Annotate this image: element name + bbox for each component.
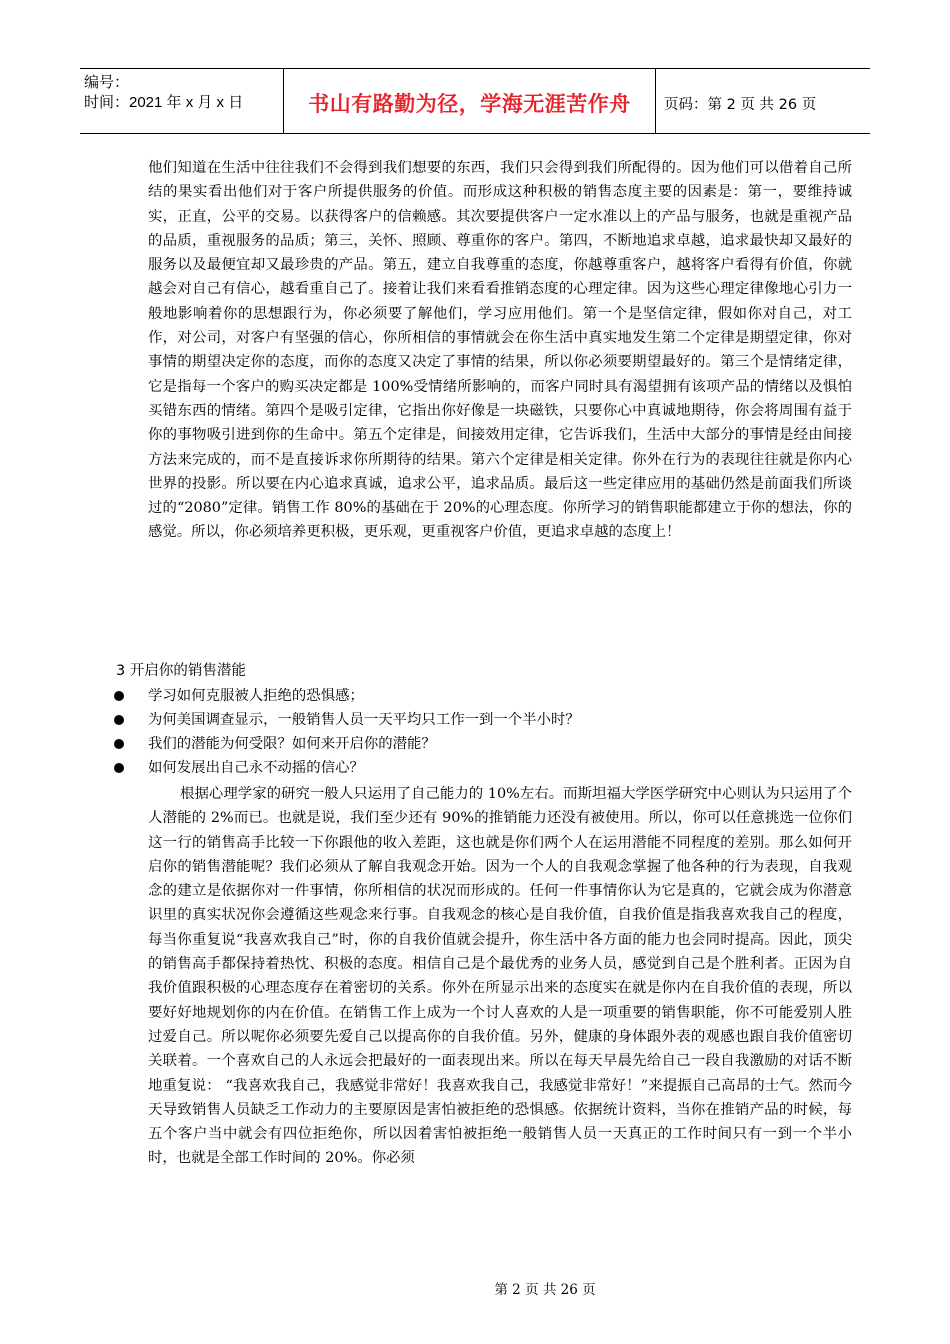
header-motto: 书山有路勤为径，学海无涯苦作舟 <box>284 69 656 133</box>
bullet-icon <box>114 763 124 773</box>
document-number-label: 编号： <box>84 74 130 91</box>
list-item <box>114 708 580 732</box>
list-item <box>114 684 580 708</box>
bullet-icon <box>114 739 124 749</box>
bullet-icon <box>114 715 124 725</box>
bullet-icon <box>114 691 124 701</box>
section-title: 3 开启你的销售潜能 <box>116 663 246 679</box>
list-item <box>114 756 580 780</box>
header-page-info: 页码：第 2 页 共 26 页 <box>664 96 817 113</box>
header-meta <box>80 69 284 133</box>
list-item-text: 我们的潜能为何受限？如何来开启你的潜能？ <box>148 736 436 752</box>
list-item-text: 为何美国调查显示，一般销售人员一天平均只工作一到一个半小时？ <box>148 712 580 728</box>
page-header <box>80 68 870 134</box>
page-footer: 第 2 页 共 26 页 <box>494 1282 596 1298</box>
body-paragraph-2: 根据心理学家的研究一般人只运用了自己能力的 10%左右。而斯坦福大学医学研究中心则认为只运用了个人潜能的 2%而已。也就是说，我们至少还有 90%的推销能力还没有被使用。所以，你可以任意挑选一位你们这一行的销售高手比较一下你跟他的收入差距，这也就是你们两个人在运用潜能不同程度的差别。那么如何开启你的销售潜能呢？我们必须从了解自我观念开始。因为一个人的自我观念掌握了他各种的行为表现，自我观念的建立是依据你对一件事情，你所相信的状况而形成的。任何一件事情你认为它是真的，它就会成为你潜意识里的真实状况你会遵循这些观念来行事。自我观念的核心是自我价值，自我价值是指我喜欢我自己的程度，每当你重复说“我喜欢我自己”时，你的自我价值就会提升，你生活中各方面的能力也会同时提高。因此，顶尖的销售高手都保持着热忱、积极的态度。相信自己是个最优秀的业务人员，感觉到自己是个胜利者。正因为自我价值跟积极的心理态度存在着密切的关系。你外在所显示出来的态度实在就是你内在自我价值的表现，所以要好好地规划你的内在价值。在销售工作上成为一个讨人喜欢的人是一项重要的销售职能，你不可能爱别人胜过爱自己。所以呢你必须要先爱自己以提高你的自我价值。另外，健康的身体跟外表的观感也跟自我价值密切关联着。一个喜欢自己的人永远会把最好的一面表现出来。所以在每天早晨先给自己一段自我激励的对话不断地重复说： “我喜欢我自己，我感觉非常好！我喜欢我自己，我感觉非常好！”来提振自己高昂的士气。然而今天导致销售人员缺乏工作动力的主要原因是害怕被拒绝的恐惧感。依据统计资料，当你在推销产品的时候，每五个客户当中就会有四位拒绝你，所以因着害怕被拒绝一般销售人员一天真正的工作时间只有一到一个半小时，也就是全部工作时间的 20%。你必须 <box>148 786 852 1167</box>
body-paragraph-1: 他们知道在生活中往往我们不会得到我们想要的东西，我们只会得到我们所配得的。因为他们可以借着自己所结的果实看出他们对于客户所提供服务的价值。而形成这种积极的销售态度主要的因素是：第一，要维持诚实，正直，公平的交易。以获得客户的信赖感。其次要提供客户一定水准以上的产品与服务，也就是重视产品的品质，重视服务的品质；第三，关怀、照顾、尊重你的客户。第四，不断地追求卓越，追求最快却又最好的服务以及最便宜却又最珍贵的产品。第五，建立自我尊重的态度，你越尊重客户，越将客户看得有价值，你就越会对自己有信心，越看重自己了。接着让我们来看看推销态度的心理定律。因为这些心理定律像地心引力一般地影响着你的思想跟行为，你必须要了解他们，学习应用他们。第一个是坚信定律，假如你对自己，对工作，对公司，对客户有坚强的信心，你所相信的事情就会在你生活中真实地发生第二个定律是期望定律，你对事情的期望决定你的态度，而你的态度又决定了事情的结果，所以你必须要期望最好的。第三个是情绪定律，它是指每一个客户的购买决定都是 100%受情绪所影响的，而客户同时具有渴望拥有该项产品的情绪以及惧怕买错东西的情绪。第四个是吸引定律，它指出你好像是一块磁铁，只要你心中真诚地期待，你会将周围有益于你的事物吸引进到你的生命中。第五个定律是，间接效用定律，它告诉我们，生活中大部分的事情是经由间接方法来完成的，而不是直接诉求你所期待的结果。第六个定律是相关定律。你外在行为的表现往往就是你内心世界的投影。所以要在内心追求真诚，追求公平，追求品质。最后这一些定律应用的基础仍然是前面我们所谈过的“2080”定律。销售工作 80%的基础在于 20%的心理态度。你所学习的销售职能都建立于你的想法，你的感觉。所以，你必须培养更积极，更乐观，更重视客户价值，更追求卓越的态度上！ <box>148 160 852 541</box>
list-item-text: 学习如何克服被人拒绝的恐惧感； <box>148 688 364 704</box>
list-item-text: 如何发展出自己永不动摇的信心？ <box>148 760 364 776</box>
bullet-list <box>114 684 580 780</box>
document-time-label: 时间：2021 年 x 月 x 日 <box>84 94 244 111</box>
list-item <box>114 732 580 756</box>
